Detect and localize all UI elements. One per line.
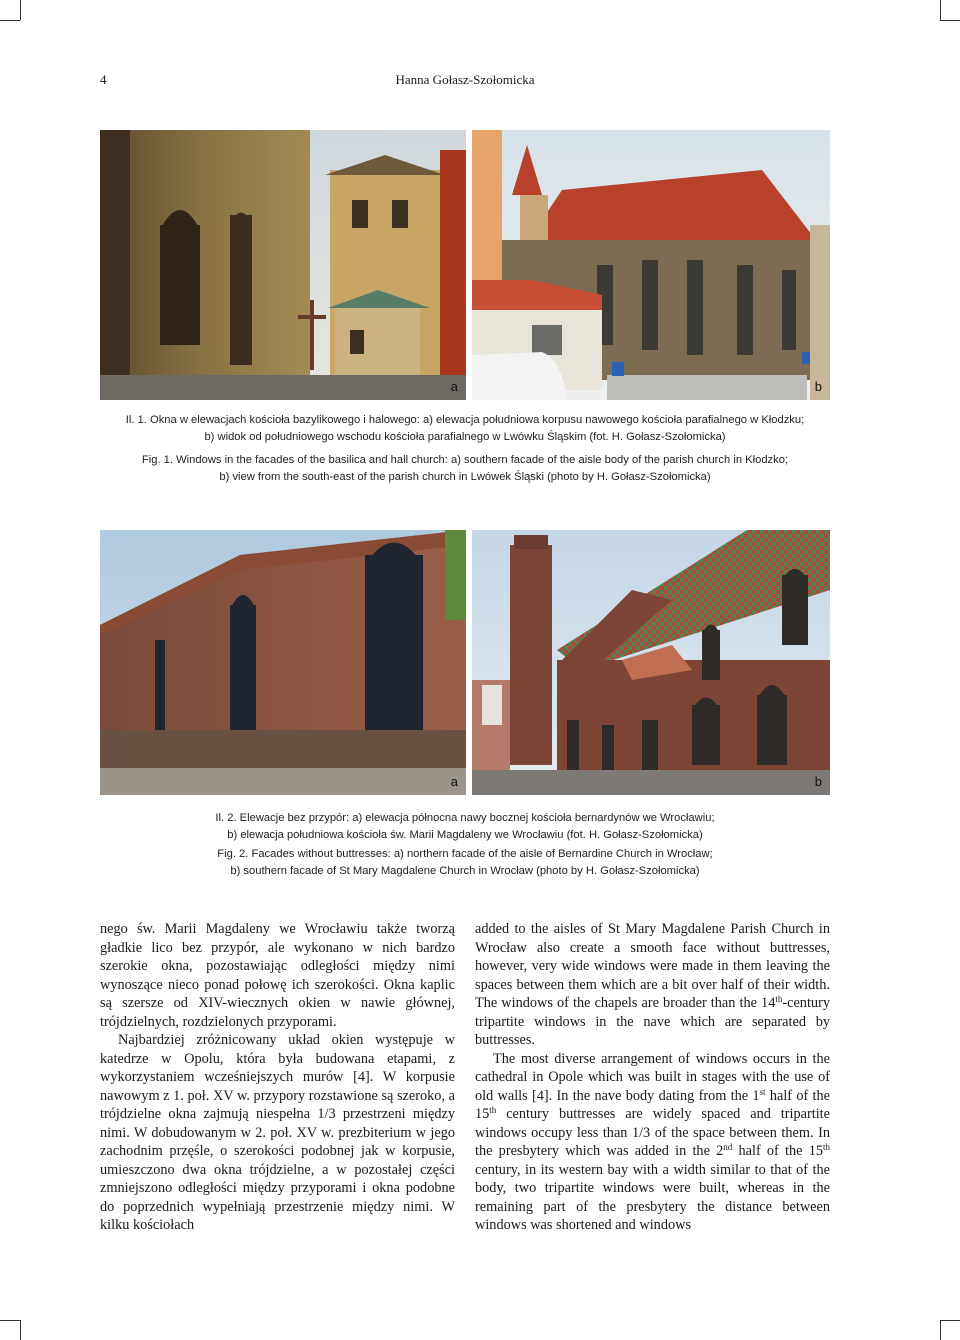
crop-mark [940,1320,941,1340]
figure-1-caption-pl [100,412,830,446]
paragraph: Najbardziej zróżnicowany układ okien występuje w katedrze w Opolu, która była budowana etapami, z wykorzystaniem wcześniejszych murów [4]. W korpusie nawowym z 1. poł. XV w. przypory rozstawione są szeroko, a trójdzielne okna zajmują niespełna 1/3 przestrzeni między nimi. W dobudowanym w 2. poł. XV w. prezbiterium w jego zachodnim przęśle, o szerokości podobnej jak w korpusie, umieszczono dwa okna trójdzielne, a w pozostałej części zmniejszono odległości między przyporami i okna podobne do poprzednich wypełniają przestrzenie między nimi. W kilku kościołach [100,1032,455,1233]
figure-1b-label: b [814,379,822,394]
figure-2a-photo [100,530,466,795]
figure-1a-label: a [450,379,458,394]
paragraph: nego św. Marii Magdaleny we Wrocławiu także tworzą gładkie lico bez przypór, ale wykonano w nich bardzo szerokie okna, pozostawiając odległości między nimi wynoszące nieco ponad połowę ich szerokości. Okna kaplic są szersze od XIV-wiecznych okien w nawie głównej, trójdzielnych, rozdzielonych przyporami. [100,921,455,1030]
figure-2-caption-en [100,846,830,880]
figure-2b-photo [472,530,830,795]
figure-2a-label: a [450,774,458,789]
caption-line: b) view from the south-east of the parish church in Lwówek Śląski (photo by H. Gołasz-Szołomicka) [219,471,711,483]
running-head-author: Hanna Gołasz-Szołomicka [395,72,535,87]
crop-mark [940,20,960,21]
caption-line: b) elewacja południowa kościoła św. Marii Magdaleny we Wrocławiu (fot. H. Gołasz-Szołomicka) [227,829,703,841]
body-column-english [475,920,830,1235]
figure-1-caption-en [100,452,830,486]
caption-line: b) widok od południowego wschodu kościoła parafialnego w Lwówku Śląskim (fot. H. Gołasz-Szołomicka) [204,431,726,443]
figure-1b-photo [472,130,830,400]
figure-1a-photo [100,130,466,400]
caption-line: Fig. 1. Windows in the facades of the basilica and hall church: a) southern facade of the aisle body of the parish church in Kłodzko; [141,454,789,466]
crop-mark [20,0,21,20]
body-column-polish [100,920,455,1235]
paragraph: The most diverse arrangement of windows occurs in the cathedral in Opole which was built in stages with the use of old walls [4]. In the nave body dating from the 1st half of the 15th century buttresses are widely spaced and tripartite windows occupy less than 1/3 of the space between them. In the presbytery which was added in the 2nd half of the 15th century, in its western bay with a width similar to that of the body, two tripartite windows were built, whereas in the remaining part of the presbytery the distance between windows was shortened and windows [475,1050,831,1233]
crop-mark [940,0,941,20]
caption-line: Fig. 2. Facades without buttresses: a) northern facade of the aisle of Bernardine Church in Wrocław; [217,848,713,860]
page-number: 4 [100,72,107,87]
caption-line: b) southern facade of St Mary Magdalene Church in Wrocław (photo by H. Gołasz-Szołomicka) [230,865,700,877]
paragraph: added to the aisles of St Mary Magdalene Parish Church in Wrocław also create a smooth face without buttresses, however, very wide windows were made in them leaving the spaces between them which are a bit over half of their width. The windows of the chapels are broader than the 14th-century tripartite windows in the nave which are separated by buttresses. [475,921,830,1048]
figure-2-caption-pl [100,810,830,844]
caption-line: Il. 2. Elewacje bez przypór: a) elewacja północna nawy bocznej kościoła bernardynów we Wrocławiu; [215,812,715,824]
caption-line: Il. 1. Okna w elewacjach kościoła bazylikowego i halowego: a) elewacja południowa korpusu nawowego kościoła parafialnego w Kłodzku; [125,414,805,426]
crop-mark [0,20,20,21]
crop-mark [20,1320,21,1340]
crop-mark [940,1320,960,1321]
crop-mark [0,1320,20,1321]
page-header [100,72,830,92]
figure-2b-label: b [814,774,822,789]
